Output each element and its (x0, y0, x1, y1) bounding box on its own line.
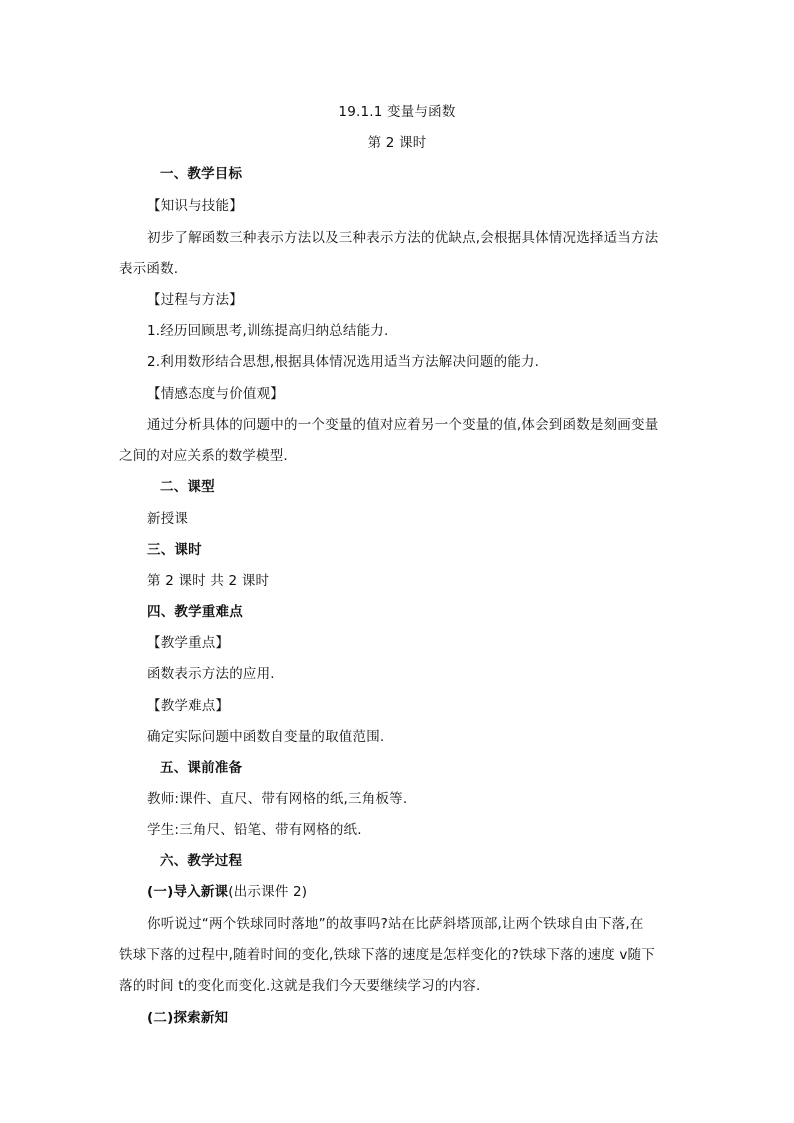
paragraph-knowledge-line1: 初步了解函数三种表示方法以及三种表示方法的优缺点,会根据具体情况选择适当方法 (147, 230, 659, 246)
paragraph-emotion-line2: 之间的对应关系的数学模型. (119, 448, 288, 464)
difficult-point-text: 确定实际问题中函数自变量的取值范围. (147, 729, 385, 745)
document-title: 19.1.1 变量与函数 (338, 104, 456, 120)
label-key-point: 【教学重点】 (147, 635, 230, 651)
subheading-introduction-note: (出示课件 2) (228, 884, 308, 900)
section-heading-preparation: 五、课前准备 (160, 760, 243, 776)
section-heading-key-points: 四、教学重难点 (147, 604, 243, 620)
subheading-introduction (147, 883, 307, 901)
teacher-preparation-text: 教师:课件、直尺、带有网格的纸,三角板等. (147, 791, 408, 807)
intro-paragraph-line2: 铁球下落的过程中,随着时间的变化,铁球下落的速度是怎样变化的?铁球下落的速度 v随下 (119, 947, 655, 963)
intro-paragraph-line1: 你听说过“两个铁球同时落地”的故事吗?站在比萨斜塔顶部,让两个铁球自由下落,在 (147, 916, 644, 932)
list-item-process-1: 1.经历回顾思考,训练提高归纳总结能力. (147, 323, 389, 339)
lesson-number: 第 2 课时 (367, 135, 427, 151)
paragraph-knowledge-line2: 表示函数. (119, 261, 179, 277)
section-heading-lesson-type: 二、课型 (160, 479, 215, 495)
section-heading-process: 六、教学过程 (160, 853, 243, 869)
section-heading-periods: 三、课时 (147, 542, 202, 558)
subheading-explore: (二)探索新知 (147, 1010, 229, 1026)
section-heading-objectives: 一、教学目标 (160, 166, 243, 182)
label-difficult-point: 【教学难点】 (147, 698, 230, 714)
intro-paragraph-line3: 落的时间 t的变化而变化.这就是我们今天要继续学习的内容. (119, 978, 481, 994)
list-item-process-2: 2.利用数形结合思想,根据具体情况选用适当方法解决问题的能力. (147, 354, 540, 370)
lesson-type-text: 新授课 (147, 511, 189, 527)
label-emotion-values: 【情感态度与价值观】 (147, 386, 284, 402)
subheading-introduction-title: (一)导入新课 (147, 884, 229, 900)
key-point-text: 函数表示方法的应用. (147, 666, 275, 682)
paragraph-emotion-line1: 通过分析具体的问题中的一个变量的值对应着另一个变量的值,体会到函数是刻画变量 (147, 417, 659, 433)
label-knowledge-skills: 【知识与技能】 (147, 198, 243, 214)
student-preparation-text: 学生:三角尺、铅笔、带有网格的纸. (147, 822, 362, 838)
periods-text: 第 2 课时 共 2 课时 (147, 573, 270, 589)
label-process-methods: 【过程与方法】 (147, 292, 243, 308)
